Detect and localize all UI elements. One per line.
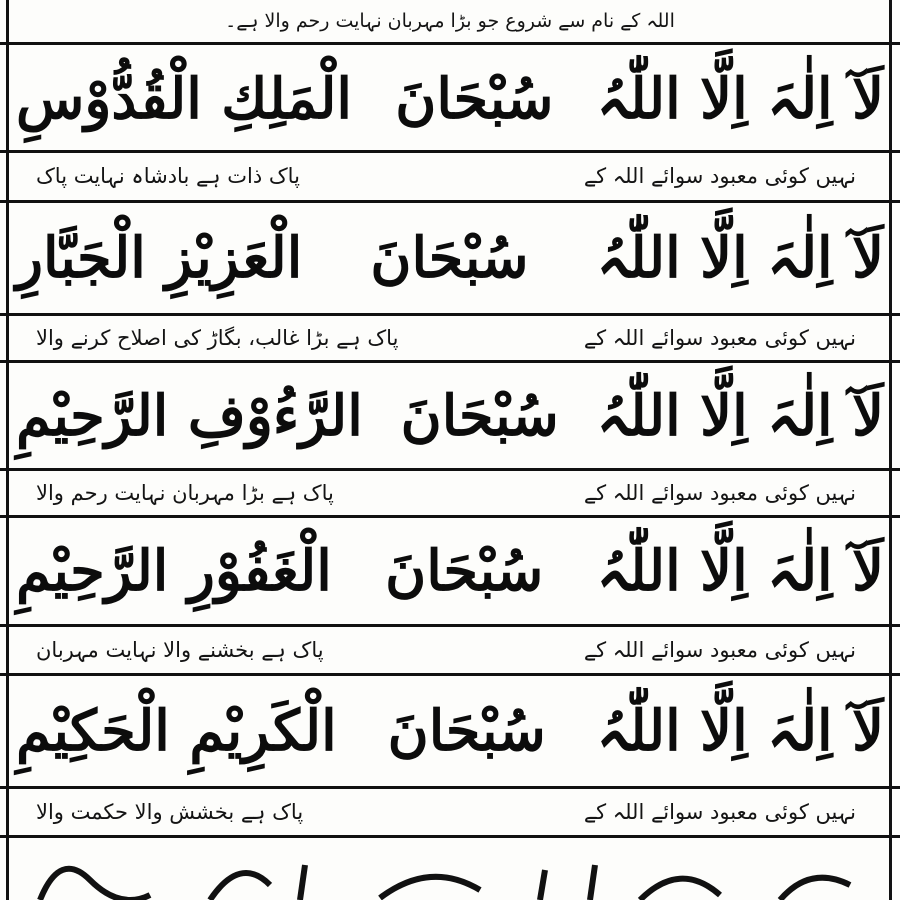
arabic-kalima: لَآ اِلٰہَ اِلَّا اللّٰہُ (596, 698, 884, 764)
arabic-verse-row (16, 521, 884, 621)
arabic-kalima: لَآ اِلٰہَ اِلَّا اللّٰہُ (596, 538, 884, 604)
urdu-translation-part-1: نہیں کوئی معبود سوائے اللہ کے (583, 326, 856, 350)
urdu-translation-row (36, 792, 856, 832)
arabic-kalima: لَآ اِلٰہَ اِلَّا اللّٰہُ (596, 225, 884, 291)
urdu-translation-part-1: نہیں کوئی معبود سوائے اللہ کے (583, 800, 856, 824)
arabic-subhan: سُبْحَانَ (395, 66, 554, 132)
arabic-kalima: لَآ اِلٰہَ اِلَّا اللّٰہُ (596, 66, 884, 132)
divider-line (0, 624, 900, 627)
urdu-translation-part-1: نہیں کوئی معبود سوائے اللہ کے (583, 481, 856, 505)
arabic-kalima: لَآ اِلٰہَ اِلَّا اللّٰہُ (596, 383, 884, 449)
cut-off-calligraphy-row (0, 840, 900, 900)
urdu-translation-part-2: پاک ہے بخشنے والا نہایت مہربان (36, 638, 324, 662)
divider-line (0, 673, 900, 676)
arabic-names: الْعَزِیْزِ الْجَبَّارِ (16, 225, 303, 291)
urdu-translation-row (36, 630, 856, 670)
arabic-names: الْكَرِیْمِ الْحَكِیْمِ (16, 698, 337, 764)
urdu-translation-row (36, 319, 856, 357)
urdu-translation-part-2: پاک ہے بڑا غالب، بگاڑ کی اصلاح کرنے والا (36, 326, 399, 350)
arabic-names: الرَّءُوْفِ الرَّحِیْمِ (16, 383, 363, 449)
urdu-translation-part-1: نہیں کوئی معبود سوائے اللہ کے (583, 638, 856, 662)
arabic-verse-row (16, 366, 884, 466)
arabic-names: الْمَلِكِ الْقُدُّوْسِ (16, 66, 352, 132)
urdu-translation-row (36, 474, 856, 512)
divider-line (0, 42, 900, 45)
urdu-translation-part-2: پاک ذات ہے بادشاہ نہایت پاک (36, 164, 300, 188)
arabic-subhan: سُبْحَانَ (400, 383, 559, 449)
arabic-verse-row (16, 679, 884, 783)
urdu-translation-part-2: پاک ہے بخشش والا حکمت والا (36, 800, 304, 824)
arabic-subhan: سُبْحَانَ (387, 698, 546, 764)
bismillah-header (0, 0, 900, 42)
right-border-rule (889, 0, 892, 900)
left-border-rule (6, 0, 9, 900)
urdu-translation-part-1: نہیں کوئی معبود سوائے اللہ کے (583, 164, 856, 188)
arabic-subhan: سُبْحَانَ (370, 225, 529, 291)
arabic-subhan: سُبْحَانَ (385, 538, 544, 604)
arabic-verse-row (16, 206, 884, 310)
urdu-translation-part-2: پاک ہے بڑا مہربان نہایت رحم والا (36, 481, 334, 505)
divider-line (0, 200, 900, 203)
divider-line (0, 313, 900, 316)
header-text: اللہ کے نام سے شروع جو بڑا مہربان نہایت رحم والا ہے۔ (225, 10, 675, 32)
divider-line (0, 515, 900, 518)
arabic-verse-row (16, 50, 884, 148)
divider-line (0, 150, 900, 153)
urdu-translation-row (36, 156, 856, 196)
divider-line (0, 786, 900, 789)
divider-line (0, 835, 900, 838)
arabic-names: الْغَفُوْرِ الرَّحِیْمِ (16, 538, 332, 604)
divider-line (0, 360, 900, 363)
divider-line (0, 468, 900, 471)
